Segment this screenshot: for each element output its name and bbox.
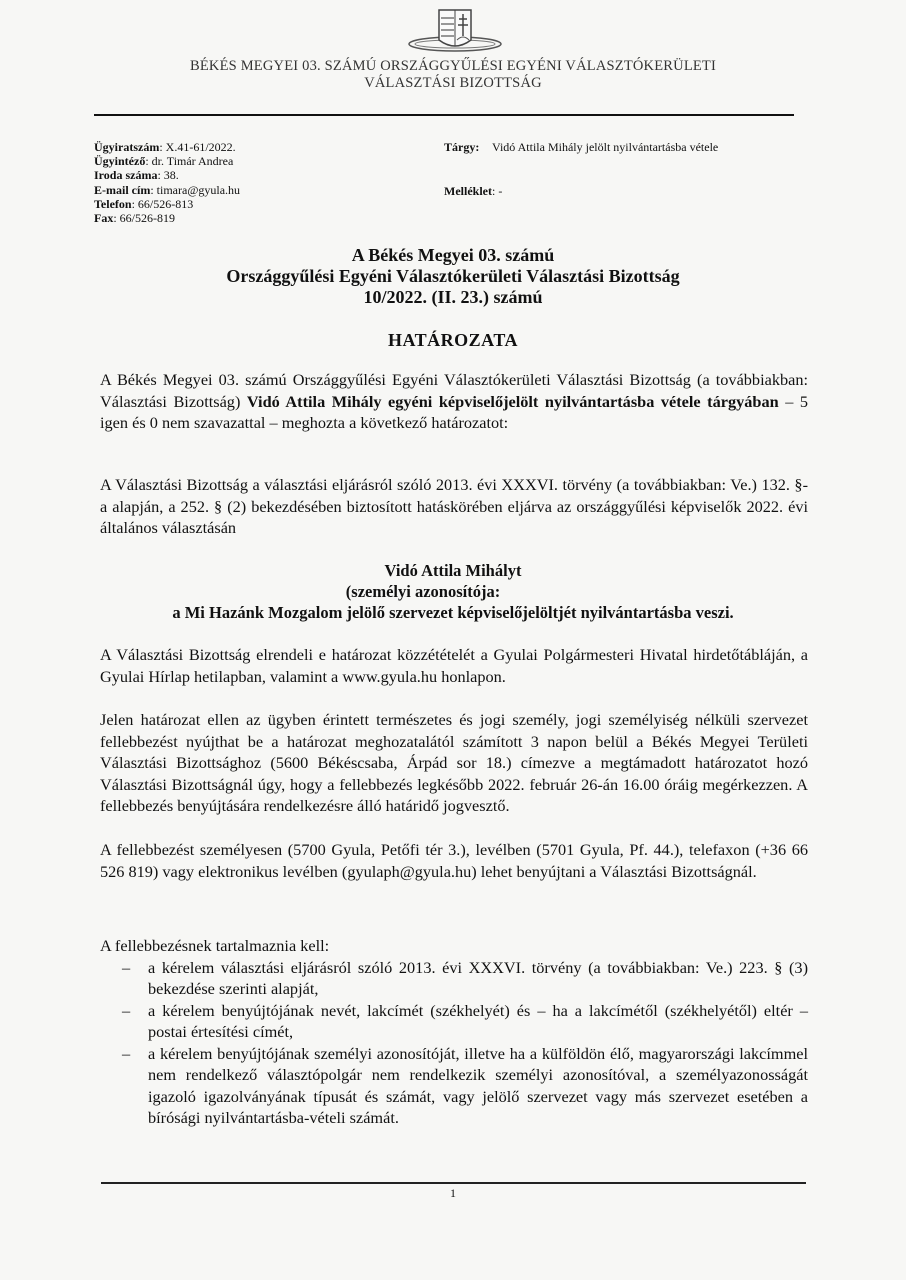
email: E-mail cím: timara@gyula.hu [94, 182, 241, 197]
office-number: Iroda száma: 38. [94, 168, 179, 183]
case-metadata [94, 140, 240, 225]
page-number: 1 [450, 1186, 456, 1200]
publication-paragraph: A Választási Bizottság elrendeli e határozat közzétételét a Gyulai Polgármesteri Hivatal hirdetőtábláján, a Gyulai Hírlap hetilapban, valamint a www.gyula.hu honlapon. [100, 645, 808, 686]
resolution-heading: HATÁROZATA [387, 330, 518, 350]
subject-row [444, 140, 718, 154]
header-divider [94, 114, 794, 116]
list-item: – a kérelem választási eljárásról szóló 2013. évi XXXVI. törvény (a továbbiakban: Ve.) 223. § (3) bekezdése szerinti alapját, [122, 957, 808, 998]
requirements-section [100, 935, 808, 1129]
case-officer: Ügyintéző: dr. Timár Andrea [94, 154, 234, 169]
issuing-authority [100, 58, 806, 92]
case-number: Ügyiratszám: X.41-61/2022. [94, 140, 236, 154]
org-line-1: BÉKÉS MEGYEI 03. SZÁMÚ ORSZÁGGYŰLÉSI EGYÉNI VÁLASZTÓKERÜLETI [189, 58, 717, 74]
footer-divider [101, 1182, 806, 1184]
legal-basis-paragraph: A Választási Bizottság a választási eljárásról szóló 2013. évi XXXVI. törvény (a továbbiakban: Ve.) 132. §-a alapján, a 252. § (2) bekezdésében biztosított hatáskörében eljárva az országgyűlési képviselők 2022. évi általános választásán [100, 475, 808, 537]
list-item: – a kérelem benyújtójának személyi azonosítóját, illetve ha a külföldön élő, magyarországi lakcímmel nem rendelkező választópolgár nem rendelkezik személyi azonosítóval, a személyazonosságát igazoló igazolványának típusát és számát, vagy jelölő szervezet vagy más szervezet esetében a bírósági nyilvántartásba-vételi számát. [122, 1043, 808, 1127]
coat-of-arms-icon [395, 6, 515, 56]
subject-value: Vidó Attila Mihály jelölt nyilvántartásba vétele [492, 140, 719, 154]
attachment-value: : - [491, 184, 503, 198]
attachment-row [444, 184, 718, 198]
candidate-name: Vidó Attila Mihályt [384, 561, 522, 580]
appeal-paragraph: Jelen határozat ellen az ügyben érintett természetes és jogi személy, jogi személyiség nélküli szervezet fellebbezést nyújthat be a határozat meghozatalától számított 3 napon belül a Békés Megyei Területi Választási Bizottsághoz (5600 Békéscsaba, Árpád sor 18.) címezve a megtámadott határozatot hozó Választási Bizottságnál úgy, hogy a fellebbezés legkésőbb 2022. február 26-án 16.00 óráig megérkezzen. A fellebbezés benyújtására rendelkezésre álló határidő jogvesztő. [100, 710, 808, 815]
decision-block [94, 560, 812, 623]
list-item: – a kérelem benyújtójának nevét, lakcímét (székhelyét) és – ha a lakcímétől (székhelyétől) eltér – postai értesítési címét, [122, 1000, 808, 1041]
attachment-label: Melléklet [444, 184, 492, 198]
subject-label: Tárgy: [444, 140, 480, 154]
personal-id-line: (személyi azonosítója: [345, 582, 501, 601]
fax: Fax: 66/526-819 [94, 211, 176, 226]
intro-paragraph: A Békés Megyei 03. számú Országgyűlési Egyéni Választókerületi Választási Bizottság (a továbbiakban: Választási Bizottság) Vidó Attila Mihály egyéni képviselőjelölt nyilvántartásba vétele tárgyában – 5 igen és 0 nem szavazattal – meghozta a következő határozatot: [100, 370, 809, 432]
document-title: A Békés Megyei 03. számú Országgyűlési Egyéni Választókerületi Választási Bizottság 10/2022. (II. 23.) számú [226, 245, 680, 307]
requirements-list [100, 957, 808, 1129]
requirements-intro: A fellebbezésnek tartalmaznia kell: [100, 936, 330, 955]
subject-block [444, 140, 718, 198]
decision-statement: a Mi Hazánk Mozgalom jelölő szervezet képviselőjelöltjét nyilvántartásba veszi. [172, 603, 734, 622]
org-line-2: VÁLASZTÁSI BIZOTTSÁG [364, 75, 542, 91]
phone: Telefon: 66/526-813 [94, 196, 194, 211]
submission-paragraph: A fellebbezést személyesen (5700 Gyula, Petőfi tér 3.), levélben (5701 Gyula, Pf. 44.), telefaxon (+36 66 526 819) vagy elektronikus levélben (gyulaph@gyula.hu) lehet benyújtani a Választási Bizottságnál. [100, 840, 808, 881]
